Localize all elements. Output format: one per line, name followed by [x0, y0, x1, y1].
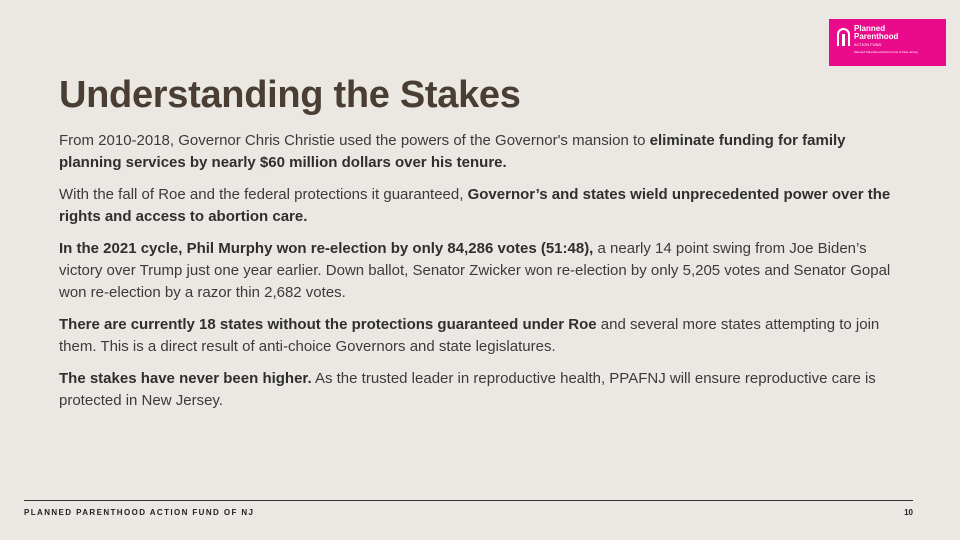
paragraph-bold: The stakes have never been higher. [59, 370, 312, 387]
paragraph-stakes [59, 368, 909, 412]
logo [829, 19, 946, 66]
planned-parenthood-logo-icon [837, 28, 850, 46]
footer-org-name: PLANNED PARENTHOOD ACTION FUND OF NJ [24, 508, 255, 517]
paragraph-bold: eliminate funding for family planning services by nearly $60 million dollars over his tenure. [59, 132, 846, 171]
paragraph-18-states [59, 314, 909, 358]
logo-text [854, 25, 918, 54]
paragraph-bold: There are currently 18 states without the protections guaranteed under Roe [59, 316, 597, 333]
paragraph-text: With the fall of Roe and the federal protections it guaranteed, [59, 186, 468, 203]
paragraph-christie [59, 130, 909, 174]
logo-line-2: Parenthood [854, 32, 899, 41]
page-number: 10 [904, 508, 913, 517]
paragraph-2021-cycle [59, 238, 909, 304]
paragraph-text: a nearly 14 point swing from Joe Biden’s victory over Trump just one year earlier. Down ballot, Senator Zwicker won re-election by only 5,205 votes and Senator Gopal won re-election by a razor thin 2,682 votes. [59, 240, 891, 301]
logo-line-4: Planned Parenthood Action Fund of New Jersey [854, 50, 918, 54]
logo-line-1: Planned [854, 24, 886, 33]
paragraph-text: and several more states attempting to join them. This is a direct result of anti-choice Governors and state legislatures. [59, 316, 880, 355]
logo-line-3: ACTION FUND [854, 42, 882, 47]
footer-divider [24, 500, 913, 501]
paragraph-bold: In the 2021 cycle, Phil Murphy won re-election by only 84,286 votes (51:48), [59, 240, 594, 257]
slide-body [59, 130, 909, 422]
paragraph-bold: Governor’s and states wield unprecedented power over the rights and access to abortion care. [59, 186, 891, 225]
slide-title: Understanding the Stakes [59, 74, 521, 116]
paragraph-text: As the trusted leader in reproductive health, PPAFNJ will ensure reproductive care is protected in New Jersey. [59, 370, 876, 409]
paragraph-roe [59, 184, 909, 228]
paragraph-text: From 2010-2018, Governor Chris Christie used the powers of the Governor's mansion to [59, 132, 650, 149]
